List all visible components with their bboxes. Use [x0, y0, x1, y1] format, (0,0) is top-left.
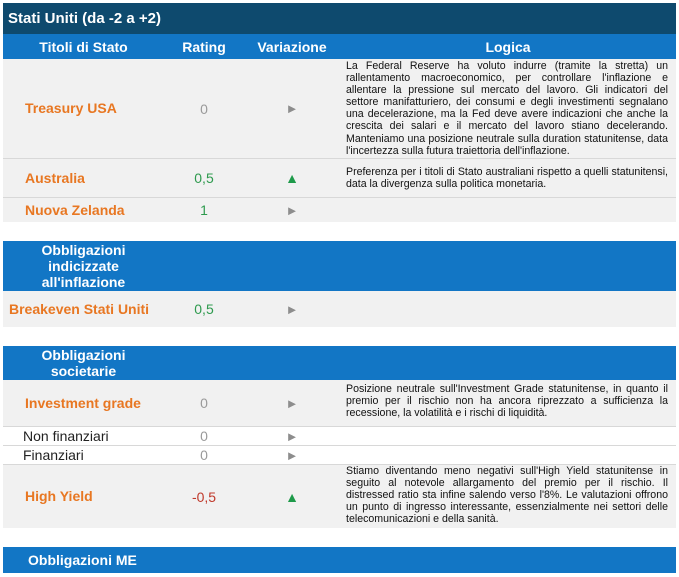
- arrow-up-icon: ▲: [285, 488, 299, 505]
- arrow-right-icon: ►: [285, 395, 299, 411]
- section-header-inflazione: Obbligazioni indicizzate all'inflazione: [3, 241, 164, 291]
- row-rating: 0: [200, 395, 208, 411]
- row-rating: -0,5: [191, 488, 217, 505]
- row-logic: Preferenza per i titoli di Stato australiani rispetto a quelli statunitensi, data la divergenza sulla politica monetaria.: [346, 166, 668, 191]
- row-rating: 0: [200, 428, 208, 444]
- section-header-fill: [164, 241, 676, 291]
- row-rating: 0,5: [194, 170, 214, 186]
- row-logic: La Federal Reserve ha voluto indurre (tramite la stretta) un rallentamento macroeconomico, per controllare l'inflazione e allentare la pressione sul mercato del lavoro. Gli indicatori del settore manifatturiero, dei consumi e degli investimenti segnalano una decelerazione, ma la Fed deve avere indicazioni che anche la crescita dei salari e il mercato del lavoro stiano decelerando. Manteniamo una posizione neutrale sulla duration statunitense, data l'incertezza sulla futura traiettoria dell'inflazione.: [346, 60, 668, 157]
- arrow-right-icon: ►: [285, 202, 299, 218]
- section-header-me: Obbligazioni ME: [3, 547, 676, 573]
- row-rating: 0: [200, 100, 208, 117]
- row-name-investment-grade: Investment grade: [25, 394, 141, 411]
- arrow-right-icon: ►: [285, 428, 299, 444]
- row-rating: 1: [200, 202, 208, 218]
- row-name-high-yield: High Yield: [25, 488, 93, 504]
- section-header-societarie: Obbligazioni societarie: [3, 346, 164, 380]
- arrow-right-icon: ►: [285, 301, 299, 317]
- arrow-right-icon: ►: [285, 447, 299, 463]
- row-rating: 0,5: [194, 301, 214, 317]
- arrow-up-icon: ▲: [285, 170, 299, 186]
- col-header-rating: Rating: [164, 34, 244, 59]
- col-header-titoli: Titoli di Stato: [3, 34, 164, 59]
- col-header-logica: Logica: [340, 34, 676, 59]
- row-name-treasury-usa: Treasury USA: [25, 100, 117, 116]
- col-header-variazione: Variazione: [244, 34, 340, 59]
- row-name-nuova-zelanda: Nuova Zelanda: [25, 201, 125, 218]
- arrow-right-icon: ►: [285, 101, 299, 116]
- row-name-australia: Australia: [25, 169, 85, 186]
- section-header-fill: [164, 346, 676, 380]
- row-rating: 0: [200, 447, 208, 463]
- page-title: Stati Uniti (da -2 a +2): [3, 3, 676, 34]
- row-logic: Stiamo diventando meno negativi sull'High Yield statunitense in seguito al notevole allargamento del premio per il rischio. Il distressed ratio sta infine salendo verso l'8%. Le valutazioni offrono un punto di ingresso interessante, essenzialmente nei settori delle telecomunicazioni e della sanità.: [346, 465, 668, 526]
- row-name-non-finanziari: Non finanziari: [23, 428, 109, 444]
- row-name-finanziari: Finanziari: [23, 447, 84, 463]
- row-name-breakeven: Breakeven Stati Uniti: [9, 300, 150, 317]
- row-logic: Posizione neutrale sull'Investment Grade statunitense, in quanto il premio per il rischio non ha ancora riprezzato a sufficienza la recessione, la volatilità e i rischi di liquidità.: [346, 383, 668, 420]
